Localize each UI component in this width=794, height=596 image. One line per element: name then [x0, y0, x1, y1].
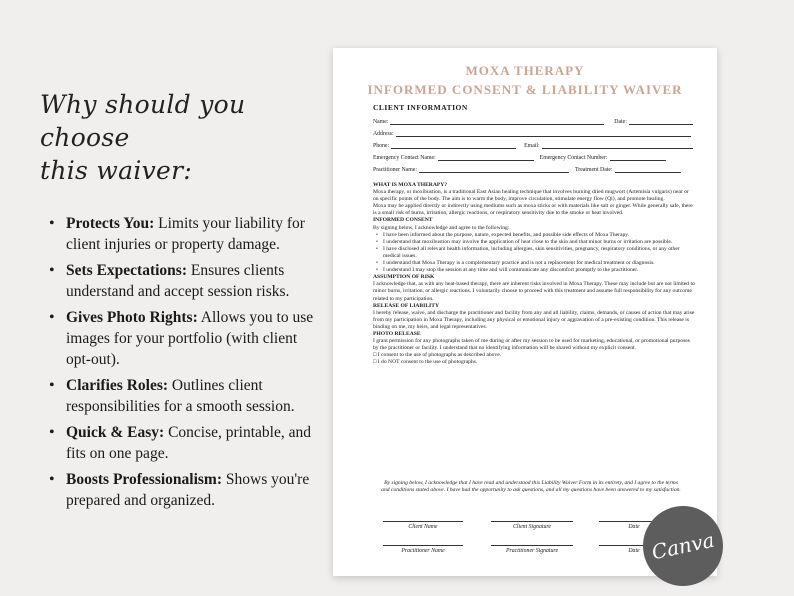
consent-item: • I understand that moxibustion may involve the application of heat close to the skin and that minor burns or irritation are possible.	[373, 239, 695, 246]
treatment-date-line	[615, 165, 681, 173]
client-signature-line: Client Signature	[491, 521, 573, 530]
benefits-panel	[40, 88, 325, 516]
benefit-item: • Quick & Easy: Concise, printable, and fits on one page.	[40, 422, 325, 464]
address-row: Address:	[373, 127, 693, 137]
benefit-item: • Boosts Professionalism: Shows you're prepared and organized.	[40, 469, 325, 511]
waiver-document	[333, 48, 717, 576]
photo-decline-option: □ I do NOT consent to the use of photographs.	[373, 359, 478, 366]
phone-row: Phone: Email:	[373, 139, 693, 149]
emergency-row: Emergency Contact Name: Emergency Contact Number:	[373, 151, 693, 161]
photo-consent-option: □ I consent to the use of photographs as described above.	[373, 352, 502, 359]
section-heading: INFORMED CONSENT	[373, 217, 433, 224]
date-line	[629, 117, 693, 125]
consent-list	[373, 232, 695, 275]
section-heading: ASSUMPTION OF RISK	[373, 274, 435, 281]
consent-item: • I have been informed about the purpose, nature, expected benefits, and possible side effects of Moxa Therapy.	[373, 232, 695, 239]
doc-title: MOXA THERAPY	[465, 63, 585, 78]
phone-line	[391, 141, 516, 149]
benefits-heading: Why should you choose this waiver:	[40, 90, 246, 185]
practitioner-row: Practitioner Name: Treatment Date:	[373, 163, 693, 173]
benefits-list	[40, 213, 325, 511]
canva-logo: Canva	[649, 527, 717, 565]
benefit-item: • Clarifies Roles: Outlines client responsibilities for a smooth session.	[40, 375, 325, 417]
waiver-body: WHAT IS MOXA THERAPY? Moxa therapy, or moxibustion, is a traditional East Asian healing technique that involves burning dried mugwort (Artemisia vulgaris) near or on specific points of the body. The aim is to warm the body, improve circulation, stimulate energy flow (Qi), and promote healing. Moxa may be applied directly or indirectly using mediums such as moxa sticks or with materials like salt or ginger. While generally safe, there is a small risk of burns, irritation, allergic reactions, or respiratory sensitivity due to the smoke or heat involved. INFORMED CONSENT By signing below, I acknowledge and agree to the following: • I have been informed about the purpose, nature, expected benefits, and possible side effects of Moxa Therapy. • I understand that moxibustion may involve the application of heat close to the skin and that minor burns or irritation are possible. • I have disclosed all relevant health information, including allergies, skin sensitivities, pregnancy, respiratory conditions, or any other medical issues. • I understand that Moxa Therapy is a complementary practice and is not a replacement for medical treatment or diagnosis. • I understand I may stop the session at any time and will communicate any discomfort promptly to the practitioner. ASSUMPTION OF RISK I acknowledge that, as with any heat-based therapy, there are inherent risks involved in Moxa Therapy. These may include but are not limited to minor burns, irritation, or allergic reactions. I voluntarily choose to proceed with this treatment and assume full responsibility for any outcome related to my participation. RELEASE OF LIABILITY I hereby release, waive, and discharge the practitioner and facility from any and all liability, claims, demands, or causes of action that may arise from my participation in Moxa Therapy, including any physical or emotional injury or aggravation of a pre-existing condition. This release is binding on me, my heirs, and legal representatives. PHOTO RELEASE I grant permission for any photographs taken of me during or after my session to be used for marketing, educational, or promotional purposes by the practitioner or facility. I understand that no identifying information will be shared without my explicit consent. □ I consent to the use of photographs as described above. □ I do NOT consent to the use of photographs.	[373, 182, 695, 366]
practitioner-signature-line: Practitioner Signature	[491, 545, 573, 554]
section-heading: WHAT IS MOXA THERAPY?	[373, 182, 448, 188]
benefit-item: • Gives Photo Rights: Allows you to use images for your portfolio (with client opt-out).	[40, 307, 325, 370]
benefit-item: • Protects You: Limits your liability for client injuries or property damage.	[40, 213, 325, 255]
client-name-line: Client Name	[383, 521, 463, 530]
consent-item: • I understand I may stop the session at any time and will communicate any discomfort promptly to the practitioner.	[373, 267, 695, 274]
address-line	[396, 129, 691, 137]
practitioner-line	[419, 165, 569, 173]
name-row: Name: Date:	[373, 115, 693, 125]
consent-item: • I have disclosed all relevant health information, including allergies, skin sensitivities, pregnancy, respiratory conditions, or any other medical issues.	[373, 246, 695, 260]
section-heading: PHOTO RELEASE	[373, 330, 421, 337]
practitioner-name-line: Practitioner Name	[383, 545, 463, 554]
client-info-heading: CLIENT INFORMATION	[373, 103, 468, 112]
emergency-number-line	[610, 153, 666, 161]
date-line-2: Date	[599, 545, 669, 554]
section-heading: RELEASE OF LIABILITY	[373, 302, 440, 309]
emergency-name-line	[438, 153, 534, 161]
doc-subtitle: INFORMED CONSENT & LIABILITY WAIVER	[367, 82, 683, 97]
name-line	[390, 117, 604, 125]
date-line: Date	[599, 521, 669, 530]
email-line	[542, 141, 693, 149]
benefit-item: • Sets Expectations: Ensures clients understand and accept session risks.	[40, 260, 325, 302]
signature-statement: By signing below, I acknowledge that I have read and understood this Liability Waiver Form in its entirety, and I agree to the terms and conditions stated above. I have had the opportunity to ask questions, and all my questions have been answered to my satisfaction.	[381, 480, 681, 494]
consent-item: • I understand that Moxa Therapy is a complementary practice and is not a replacement for medical treatment or diagnosis.	[373, 260, 695, 267]
